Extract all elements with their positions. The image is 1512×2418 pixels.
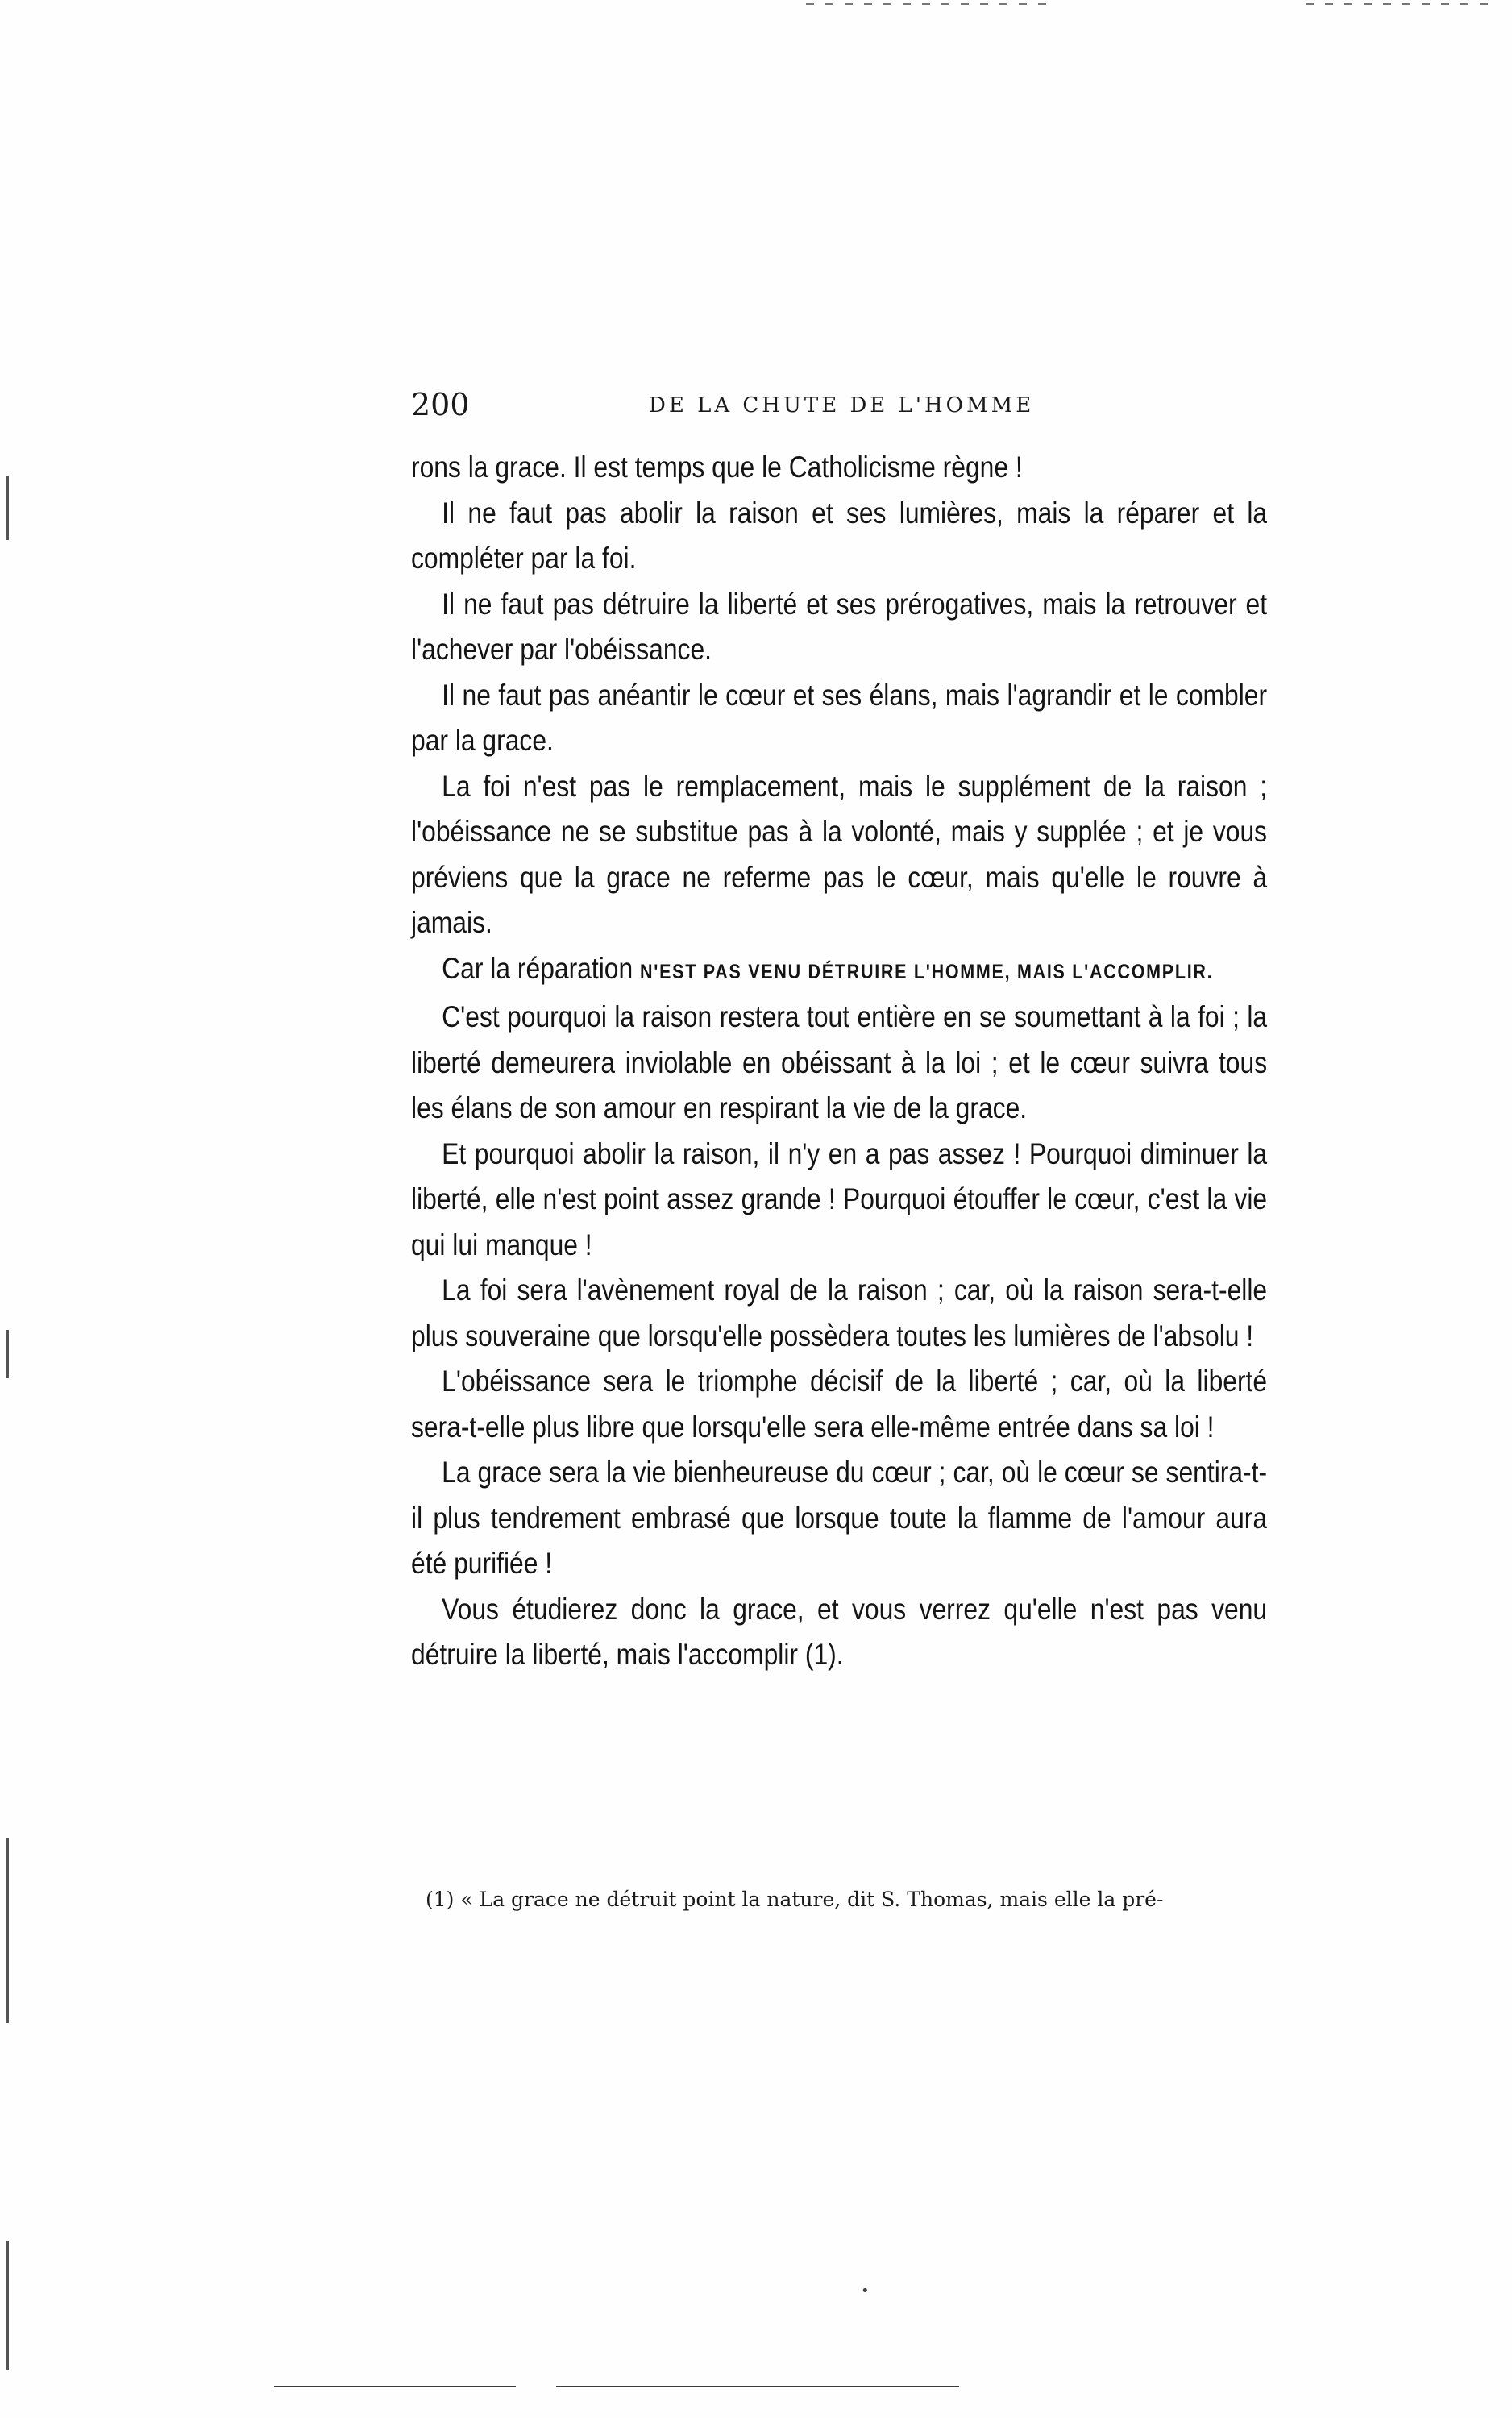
scan-artifact-top	[806, 3, 1048, 5]
scan-edge-mark	[6, 476, 9, 540]
page-header	[0, 387, 1512, 435]
paragraph: Il ne faut pas anéantir le cœur et ses élans, mais l'agrandir et le combler par la grace.	[411, 678, 1268, 757]
body-text	[411, 445, 1268, 1678]
paragraph: Il ne faut pas détruire la liberté et ses prérogatives, mais la retrouver et l'achever par l'obéissance.	[411, 587, 1268, 666]
paragraph: Il ne faut pas abolir la raison et ses lumières, mais la réparer et la compléter par la foi.	[411, 496, 1268, 575]
paragraph: La foi sera l'avènement royal de la raison ; car, où la raison sera-t-elle plus souveraine que lorsqu'elle possèdera toutes les lumières de l'absolu !	[411, 1273, 1268, 1352]
paragraph: Et pourquoi abolir la raison, il n'y en a pas assez ! Pourquoi diminuer la liberté, elle n'est point assez grande ! Pourquoi étouffer le cœur, c'est la vie qui lui manque !	[411, 1136, 1268, 1261]
paragraph: Vous étudierez donc la grace, et vous verrez qu'elle n'est pas venu détruire la liberté, mais l'accomplir (1).	[411, 1592, 1268, 1671]
bottom-rule	[556, 2386, 959, 2387]
bottom-rule	[274, 2386, 516, 2387]
small-caps-text: N'EST PAS VENU DÉTRUIRE L'HOMME, MAIS L'ACCOMPLIR.	[640, 960, 1214, 983]
paragraph: La grace sera la vie bienheureuse du cœur ; car, où le cœur se sentira-t-il plus tendrement embrasé que lorsque toute la flamme de l'amour aura été purifiée !	[411, 1456, 1268, 1580]
page-number: 200	[411, 387, 470, 422]
bottom-mark: •	[861, 2283, 870, 2300]
paragraph: La foi n'est pas le remplacement, mais le supplément de la raison ; l'obéissance ne se substitue pas à la volonté, mais y supplée ; et je vous préviens que la grace ne referme pas le cœur, mais qu'elle le rouvre à jamais.	[411, 769, 1268, 939]
paragraph: L'obéissance sera le triomphe décisif de la liberté ; car, où la liberté sera-t-elle plus libre que lorsqu'elle sera elle-même entrée dans sa loi !	[411, 1365, 1268, 1444]
paragraph: rons la grace. Il est temps que le Catholicisme règne !	[411, 451, 1023, 484]
paragraph-text: Car la réparation	[442, 951, 641, 985]
scan-edge-mark	[6, 1330, 9, 1378]
scan-artifact-top-right	[1306, 3, 1499, 5]
footnote: (1) « La grace ne détruit point la nature, dit S. Thomas, mais elle la pré-	[426, 1888, 1164, 1911]
running-head: DE LA CHUTE DE L'HOMME	[649, 393, 1035, 418]
scan-edge-mark	[6, 1838, 9, 2023]
paragraph	[411, 946, 1267, 995]
scan-edge-mark	[6, 2241, 9, 2370]
paragraph: C'est pourquoi la raison restera tout entière en se soumettant à la foi ; la liberté demeurera inviolable en obéissant à la loi ; et le cœur suivra tous les élans de son amour en respirant la vie de la grace.	[411, 1000, 1268, 1124]
